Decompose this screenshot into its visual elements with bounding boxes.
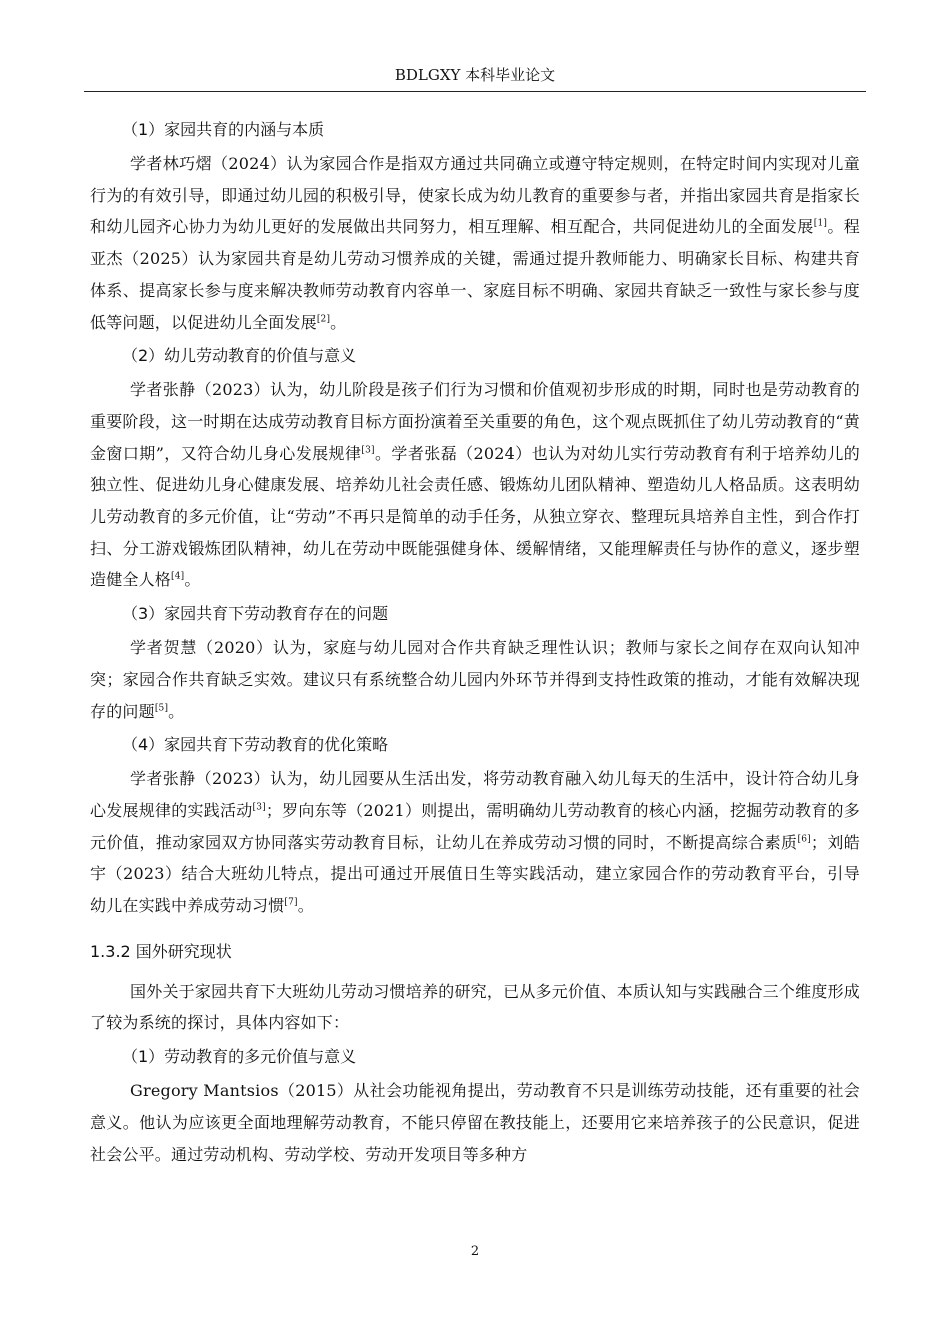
subheading-strategies: （4）家园共育下劳动教育的优化策略 <box>122 735 389 755</box>
paragraph-foreign-value: Gregory Mantsios（2015）从社会功能视角提出，劳动教育不只是训练劳动技能，还有重要的社会意义。他认为应该更全面地理解劳动教育，不能只停留在教技能上，还要用它来培养孩子的公民意识，促进社会公平。通过劳动机构、劳动学校、劳动开发项目等多种方 <box>90 1081 860 1164</box>
subheading-value: （2）幼儿劳动教育的价值与意义 <box>122 346 357 366</box>
paragraph-value: 学者张静（2023）认为，幼儿阶段是孩子们行为习惯和价值观初步形成的时期，同时也是劳动教育的重要阶段，这一时期在达成劳动教育目标方面扮演着至关重要的角色，这个观点既抓住了幼儿劳动教育的“黄金窗口期”，又符合幼儿身心发展规律[3]。学者张磊（2024）也认为对幼儿实行劳动教育有利于培养幼儿的独立性、促进幼儿身心健康发展、培养幼儿社会责任感、锻炼幼儿团队精神、塑造幼儿人格品质。这表明幼儿劳动教育的多元价值，让“劳动”不再只是简单的动手任务，从独立穿衣、整理玩具培养自主性，到合作打扫、分工游戏锻炼团队精神，幼儿在劳动中既能强健身体、缓解情绪，又能理解责任与协作的意义，逐步塑造健全人格[4]。 <box>90 380 860 590</box>
document-body <box>90 112 860 1170</box>
citation: [1] <box>813 219 828 230</box>
header-rule <box>84 91 866 92</box>
subheading-problems: （3）家园共育下劳动教育存在的问题 <box>122 604 389 624</box>
paragraph-foreign-intro: 国外关于家园共育下大班幼儿劳动习惯培养的研究，已从多元价值、本质认知与实践融合三个维度形成了较为系统的探讨，具体内容如下： <box>90 981 860 1033</box>
paragraph-strategies: 学者张静（2023）认为，幼儿园要从生活出发，将劳动教育融入幼儿每天的生活中，设计符合幼儿身心发展规律的实践活动[3]；罗向东等（2021）则提出，需明确幼儿劳动教育的核心内涵，挖掘劳动教育的多元价值，推动家园双方协同落实劳动教育目标，让幼儿在养成劳动习惯的同时，不断提高综合素质[6]；刘皓宇（2023）结合大班幼儿特点，提出可通过开展值日生等实践活动，建立家园合作的劳动教育平台，引导幼儿在实践中养成劳动习惯[7]。 <box>90 769 860 916</box>
citation: [3] <box>361 445 375 456</box>
citation: [2] <box>316 314 331 325</box>
page-header: BDLGXY 本科毕业论文 <box>394 66 556 84</box>
citation: [3] <box>252 802 266 813</box>
page-number: 2 <box>470 1244 480 1259</box>
paragraph-problems: 学者贺慧（2020）认为，家庭与幼儿园对合作共育缺乏理性认识；教师与家长之间存在双向认知冲突；家园合作共育缺乏实效。建议只有系统整合幼儿园内外环节并得到支持性政策的推动，才能有效解决现存的问题[5]。 <box>90 638 860 721</box>
citation: [5] <box>154 703 169 714</box>
citation: [6] <box>797 834 811 845</box>
subheading-foreign-value: （1）劳动教育的多元价值与意义 <box>122 1047 357 1067</box>
section-heading: 1.3.2 国外研究现状 <box>90 941 232 961</box>
citation: [7] <box>284 897 298 908</box>
subheading-connotation: （1）家园共育的内涵与本质 <box>122 120 325 139</box>
paragraph-connotation: 学者林巧熠（2024）认为家园合作是指双方通过共同确立或遵守特定规则，在特定时间内实现对儿童行为的有效引导，即通过幼儿园的积极引导，使家长成为幼儿教育的重要参与者，并指出家园共育是指家长和幼儿园齐心协力为幼儿更好的发展做出共同努力，相互理解、相互配合，共同促进幼儿的全面发展[1]。程亚杰（2025）认为家园共育是幼儿劳动习惯养成的关键，需通过提升教师能力、明确家长目标、构建共育体系、提高家长参与度来解决教师劳动教育内容单一、家庭目标不明确、家园共育缺乏一致性与家长参与度低等问题，以促进幼儿全面发展[2]。 <box>90 154 860 332</box>
citation: [4] <box>171 572 185 583</box>
